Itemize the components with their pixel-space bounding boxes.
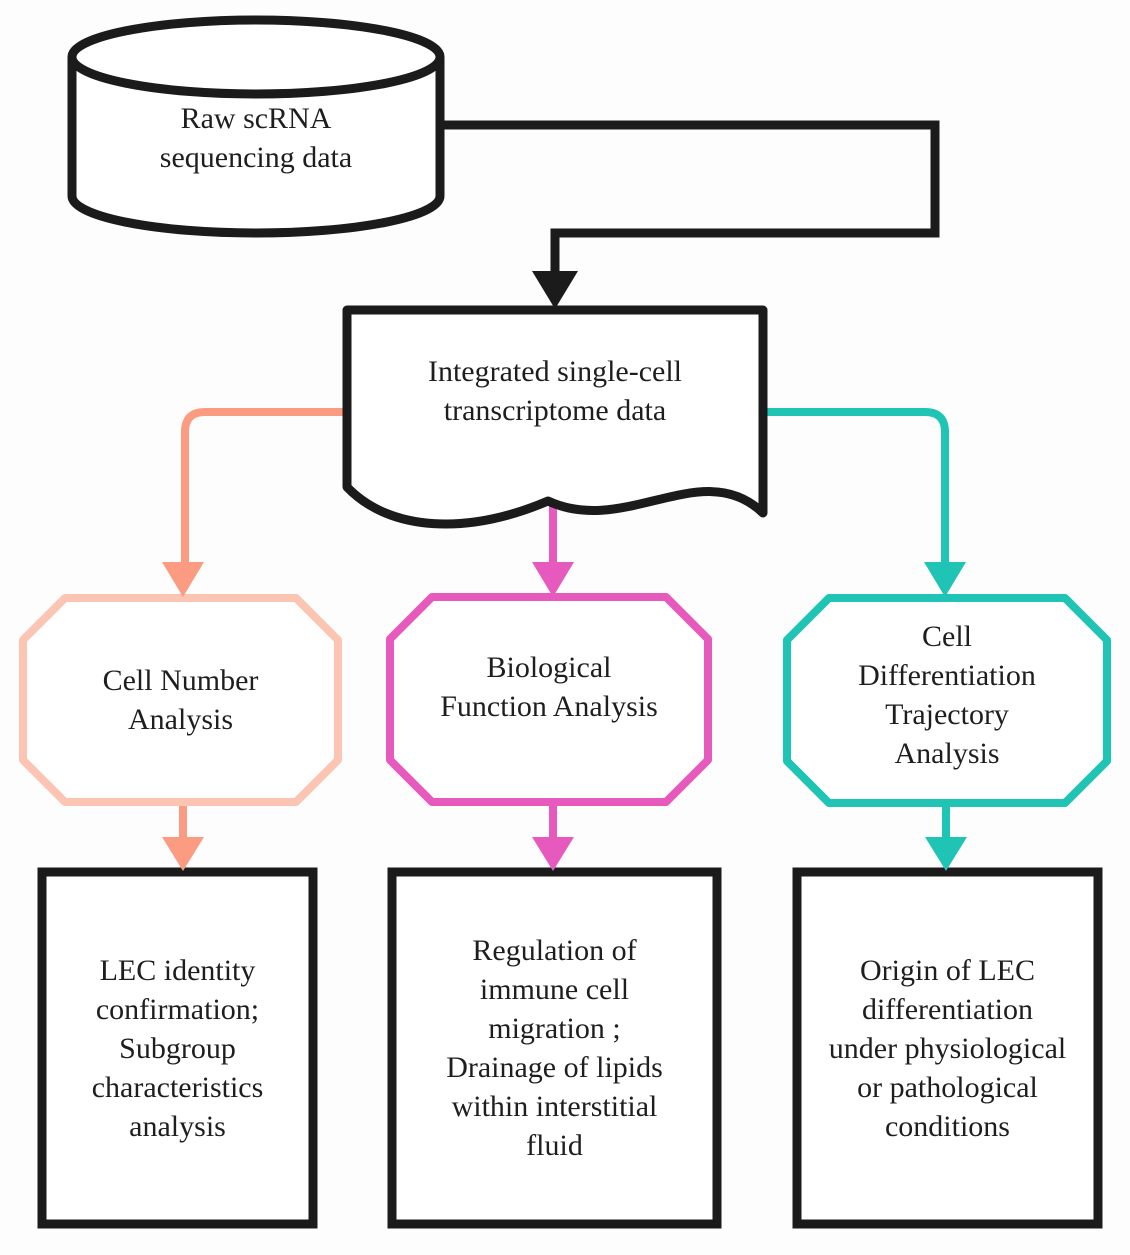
connector-integrated-to-trajectory [761, 412, 945, 565]
cell-number-label: Cell Number Analysis [102, 664, 259, 736]
arrowhead-into-origin-icon [925, 837, 967, 871]
rect-lec-identity [42, 872, 313, 1224]
octagon-cell-number [23, 598, 338, 802]
rect-regulation [392, 872, 717, 1224]
regulation-label: Regulation of immune cell migration ; Drainage of lipids within interstitial fluid [446, 934, 663, 1162]
rect-origin [797, 872, 1098, 1224]
connector-integrated-to-cell-number [185, 412, 349, 565]
octagon-trajectory [787, 598, 1107, 803]
trajectory-label: Cell Differentiation Trajectory Analysis [858, 619, 1036, 770]
raw-data-label: Raw scRNA sequencing data [159, 102, 353, 174]
arrowhead-into-bio-function-icon [532, 562, 574, 597]
arrowhead-into-integrated-icon [532, 271, 578, 309]
arrowhead-into-cell-number-icon [162, 562, 204, 597]
cylinder-raw-data-top [72, 20, 440, 94]
document-integrated-data [347, 310, 763, 524]
arrowhead-into-trajectory-icon [924, 562, 966, 597]
origin-label: Origin of LEC differentiation under physiological or pathological conditions [828, 953, 1067, 1143]
integrated-data-label: Integrated single-cell transcriptome data [427, 355, 683, 427]
bio-function-label: Biological Function Analysis [440, 651, 658, 723]
lec-identity-label: LEC identity confirmation; Subgroup characteristics analysis [91, 953, 264, 1143]
arrowhead-into-lec-identity-icon [162, 837, 204, 871]
connector-raw-to-integrated [440, 125, 935, 285]
arrowhead-into-regulation-icon [532, 837, 574, 871]
octagon-bio-function [390, 597, 708, 802]
